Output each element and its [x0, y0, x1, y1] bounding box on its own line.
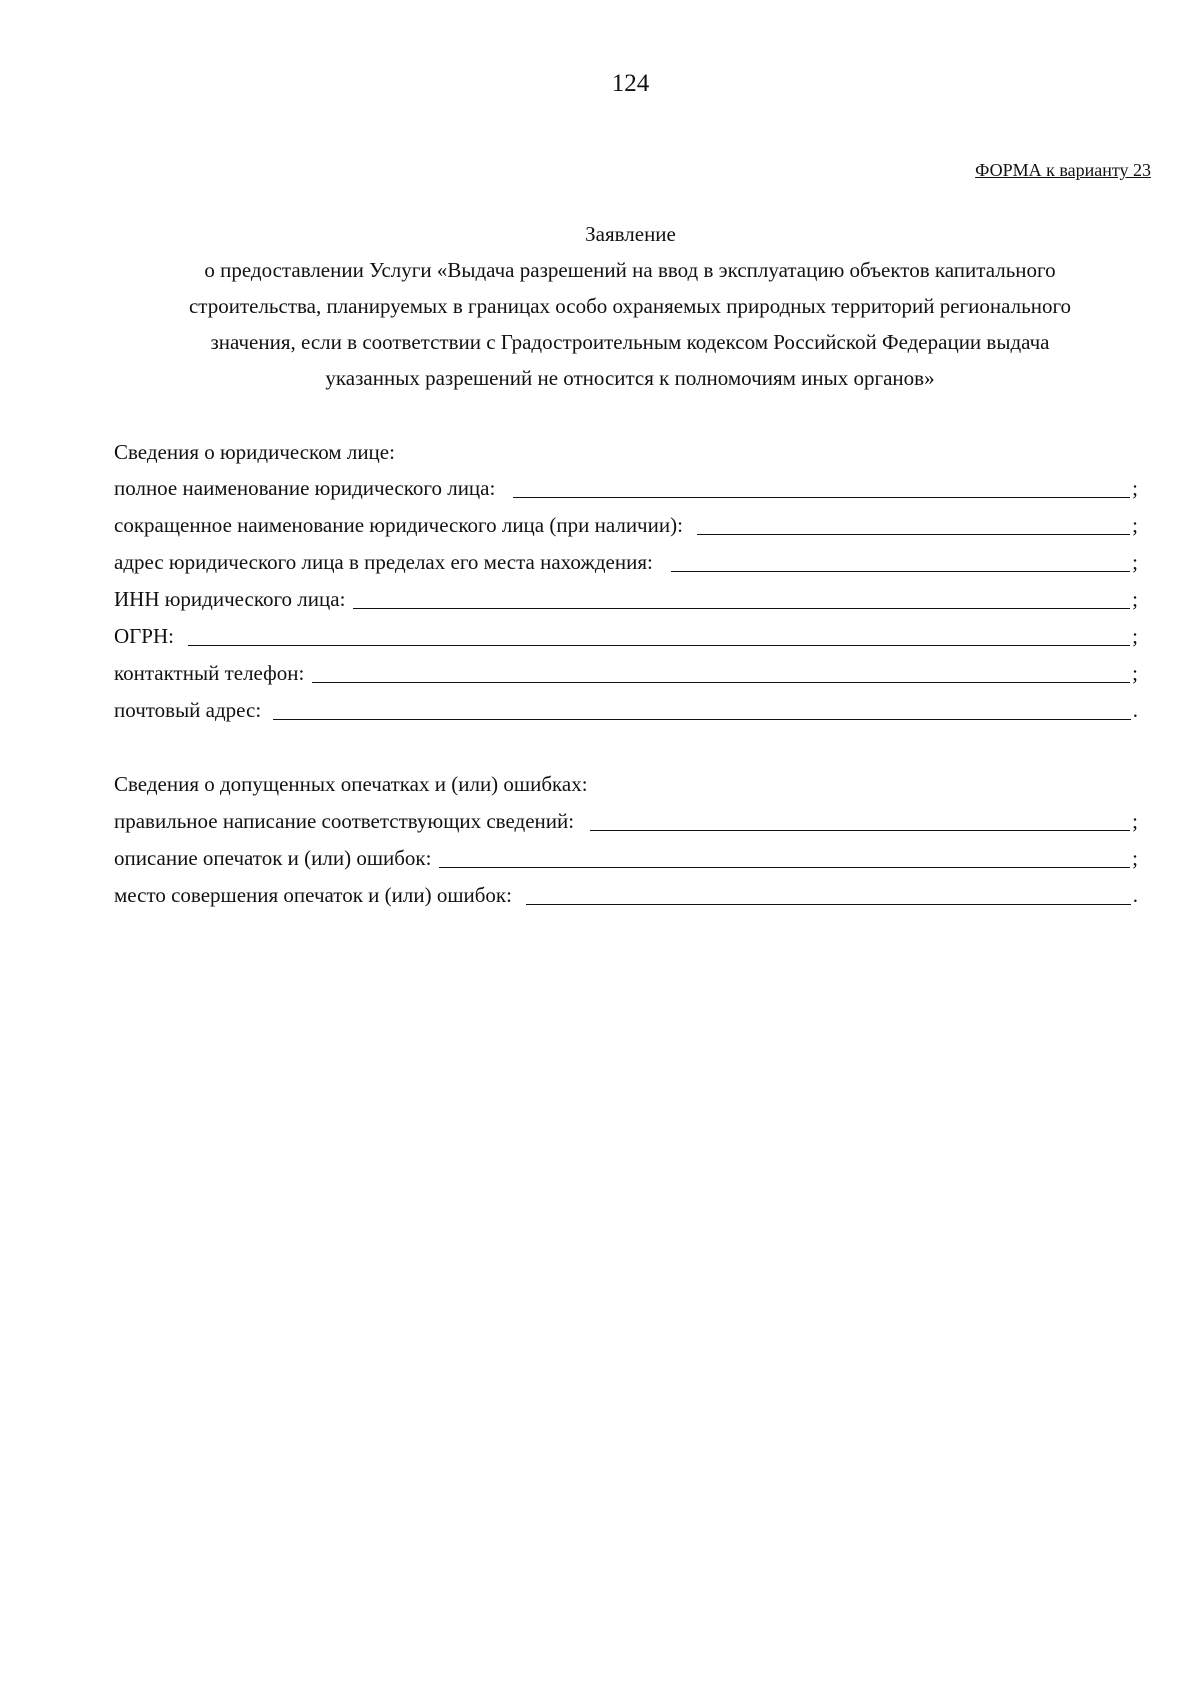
ogrn-field[interactable]	[114, 624, 1138, 649]
field-label: ОГРН:	[114, 624, 174, 648]
error-location-field[interactable]	[114, 883, 1138, 908]
field-end-mark: ;	[1132, 513, 1138, 537]
field-label: описание опечаток и (или) ошибок:	[114, 846, 432, 870]
short-name-field[interactable]	[114, 513, 1138, 538]
inn-input[interactable]	[353, 607, 1130, 609]
correct-spelling-field[interactable]	[114, 809, 1138, 834]
field-end-mark: .	[1132, 883, 1138, 907]
subtitle-line: строительства, планируемых в границах особо охраняемых природных территорий регионального	[188, 294, 1072, 318]
inn-field[interactable]	[114, 587, 1138, 612]
error-description-input[interactable]	[439, 866, 1130, 868]
ogrn-input[interactable]	[188, 644, 1130, 646]
document-subtitle	[110, 252, 1150, 396]
phone-field[interactable]	[114, 661, 1138, 686]
errors-heading: Сведения о допущенных опечатках и (или) ошибках:	[114, 772, 588, 796]
field-end-mark: ;	[1132, 809, 1138, 833]
full-name-input[interactable]	[513, 496, 1130, 498]
postal-address-field[interactable]	[114, 698, 1138, 723]
field-end-mark: ;	[1132, 550, 1138, 574]
subtitle-line: значения, если в соответствии с Градостроительным кодексом Российской Федерации выдача	[210, 330, 1050, 354]
correct-spelling-input[interactable]	[590, 829, 1130, 831]
field-end-mark: ;	[1132, 661, 1138, 685]
field-label: полное наименование юридического лица:	[114, 476, 496, 500]
full-name-field[interactable]	[114, 476, 1138, 501]
field-end-mark: .	[1132, 698, 1138, 722]
field-label: сокращенное наименование юридического лица (при наличии):	[114, 513, 683, 537]
field-end-mark: ;	[1132, 624, 1138, 648]
address-input[interactable]	[671, 570, 1130, 572]
subtitle-line: о предоставлении Услуги «Выдача разрешений на ввод в эксплуатацию объектов капитального	[204, 258, 1056, 282]
page-number: 124	[611, 70, 650, 97]
field-label: ИНН юридического лица:	[114, 587, 346, 611]
document-title: Заявление	[585, 222, 676, 246]
field-label: контактный телефон:	[114, 661, 305, 685]
error-description-field[interactable]	[114, 846, 1138, 871]
address-field[interactable]	[114, 550, 1138, 575]
error-location-input[interactable]	[526, 903, 1131, 905]
field-label: адрес юридического лица в пределах его места нахождения:	[114, 550, 653, 574]
field-label: почтовый адрес:	[114, 698, 262, 722]
form-reference: ФОРМА к варианту 23	[975, 160, 1151, 180]
field-end-mark: ;	[1132, 587, 1138, 611]
field-end-mark: ;	[1132, 476, 1138, 500]
postal-address-input[interactable]	[273, 718, 1131, 720]
phone-input[interactable]	[312, 681, 1130, 683]
field-label: правильное написание соответствующих сведений:	[114, 809, 575, 833]
field-label: место совершения опечаток и (или) ошибок:	[114, 883, 512, 907]
subtitle-line: указанных разрешений не относится к полномочиям иных органов»	[325, 366, 935, 390]
short-name-input[interactable]	[697, 533, 1130, 535]
legal-entity-heading: Сведения о юридическом лице:	[114, 440, 395, 464]
field-end-mark: ;	[1132, 846, 1138, 870]
